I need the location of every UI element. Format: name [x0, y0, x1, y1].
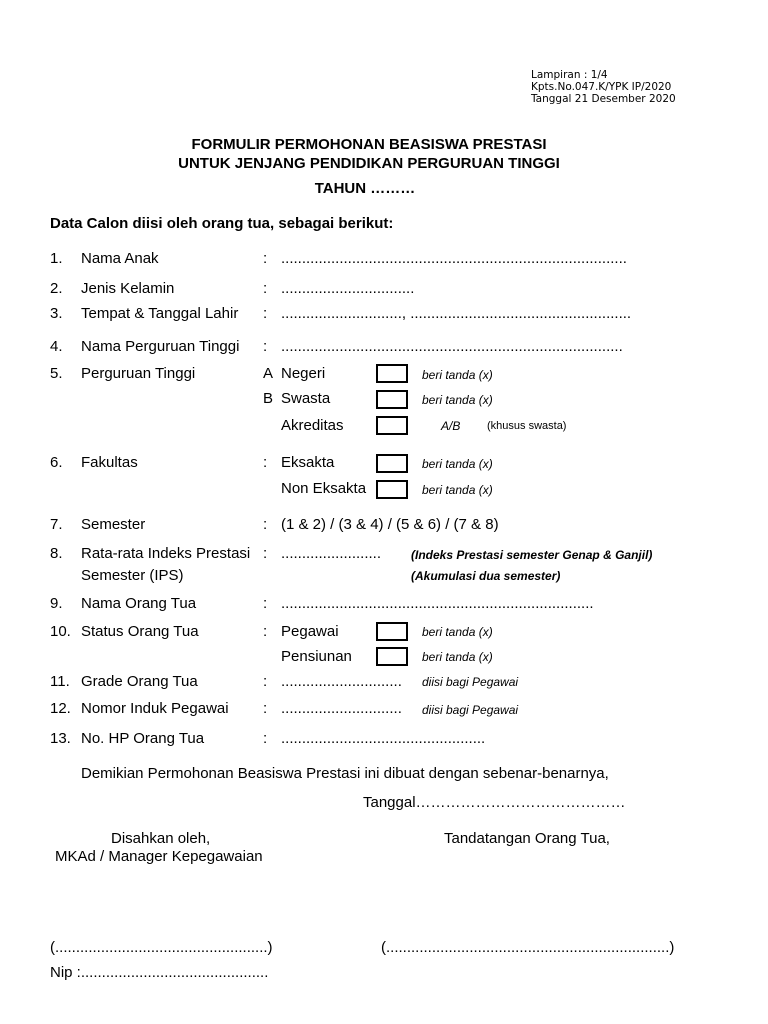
field-label-jenis-kelamin: Jenis Kelamin: [81, 280, 175, 297]
option-eksakta-label: Eksakta: [281, 454, 335, 471]
form-title-year: TAHUN ………: [314, 180, 416, 197]
option-pegawai-label: Pegawai: [281, 623, 339, 640]
note-eksakta: beri tanda (x): [422, 457, 493, 471]
field-label-fakultas: Fakultas: [81, 454, 138, 471]
note-nip: diisi bagi Pegawai: [422, 703, 519, 717]
field-number: 9.: [50, 595, 63, 612]
field-value-semester[interactable]: (1 & 2) / (3 & 4) / (5 & 6) / (7 & 8): [281, 516, 499, 533]
field-colon: :: [263, 545, 268, 562]
field-colon: :: [263, 623, 268, 640]
field-colon: :: [263, 454, 268, 471]
checkbox-eksakta[interactable]: [376, 454, 408, 473]
field-number: 12.: [50, 700, 71, 717]
option-swasta-label: Swasta: [281, 390, 331, 407]
field-number: 8.: [50, 545, 63, 562]
field-number: 6.: [50, 454, 63, 471]
field-number: 3.: [50, 305, 63, 322]
checkbox-swasta[interactable]: [376, 390, 408, 409]
field-colon: :: [263, 516, 268, 533]
field-number: 4.: [50, 338, 63, 355]
field-value-nama-orang-tua[interactable]: ...........................................................................: [281, 595, 594, 612]
signature-left-role: MKAd / Manager Kepegawaian: [55, 848, 263, 865]
field-value-nomor-induk-pegawai[interactable]: .............................: [281, 700, 402, 717]
field-label-semester: Semester: [81, 516, 146, 533]
field-value-nama-anak[interactable]: ...................................................................................: [281, 250, 627, 267]
checkbox-negeri[interactable]: [376, 364, 408, 383]
field-colon: :: [263, 673, 268, 690]
field-label-no-hp: No. HP Orang Tua: [81, 730, 205, 747]
note-swasta: beri tanda (x): [422, 393, 493, 407]
field-value-tempat-tanggal-lahir[interactable]: ............................., .....................................................: [281, 305, 632, 322]
signature-right-title: Tandatangan Orang Tua,: [444, 830, 610, 847]
nip-line[interactable]: Nip :.............................................: [50, 964, 269, 981]
field-label-ips-line1: Rata-rata Indeks Prestasi: [81, 545, 251, 562]
form-title-line2: UNTUK JENJANG PENDIDIKAN PERGURUAN TINGGI: [178, 155, 560, 172]
signature-right-blank[interactable]: (....................................................................): [381, 939, 675, 956]
note-negeri: beri tanda (x): [422, 368, 493, 382]
field-number: 1.: [50, 250, 63, 267]
field-value-jenis-kelamin[interactable]: ................................: [281, 280, 415, 297]
field-number: 13.: [50, 730, 71, 747]
field-value-no-hp[interactable]: .................................................: [281, 730, 486, 747]
option-akreditas-label: Akreditas: [281, 417, 344, 434]
field-colon: :: [263, 700, 268, 717]
field-label-nomor-induk-pegawai: Nomor Induk Pegawai: [81, 700, 229, 717]
note-pegawai: beri tanda (x): [422, 625, 493, 639]
field-number: 2.: [50, 280, 63, 297]
field-number: 7.: [50, 516, 63, 533]
option-letter-b: B: [263, 390, 274, 407]
field-value-ips[interactable]: ........................: [281, 545, 382, 562]
field-number: 11.: [50, 673, 70, 690]
option-letter-a: A: [263, 365, 274, 382]
note-non-eksakta: beri tanda (x): [422, 483, 493, 497]
note-pensiunan: beri tanda (x): [422, 650, 493, 664]
note-akreditas: (khusus swasta): [487, 420, 567, 432]
field-colon: :: [263, 730, 268, 747]
field-label-ips-line2: Semester (IPS): [81, 567, 184, 584]
closing-statement: Demikian Permohonan Beasiswa Prestasi ini dibuat dengan sebenar-benarnya,: [81, 765, 609, 782]
field-colon: :: [263, 280, 268, 297]
field-label-status-orang-tua: Status Orang Tua: [81, 623, 199, 640]
form-title-line1: FORMULIR PERMOHONAN BEASISWA PRESTASI: [191, 136, 547, 153]
field-number: 10.: [50, 623, 71, 640]
akreditas-ab: A/B: [441, 419, 461, 433]
field-number: 5.: [50, 365, 63, 382]
field-label-grade-orang-tua: Grade Orang Tua: [81, 673, 198, 690]
note-ips-line1: (Indeks Prestasi semester Genap & Ganjil): [411, 548, 653, 562]
signature-left-blank[interactable]: (...................................................): [50, 939, 273, 956]
ref-tanggal: Tanggal 21 Desember 2020: [531, 93, 676, 105]
field-label-nama-anak: Nama Anak: [81, 250, 159, 267]
field-colon: :: [263, 305, 268, 322]
option-non-eksakta-label: Non Eksakta: [281, 480, 367, 497]
field-colon: :: [263, 338, 268, 355]
checkbox-non-eksakta[interactable]: [376, 480, 408, 499]
intro-text: Data Calon diisi oleh orang tua, sebagai berikut:: [50, 215, 394, 232]
field-label-tempat-tanggal-lahir: Tempat & Tanggal Lahir: [81, 305, 239, 322]
option-pensiunan-label: Pensiunan: [281, 648, 352, 665]
ref-kpts: Kpts.No.047.K/YPK IP/2020: [531, 81, 672, 93]
field-colon: :: [263, 250, 268, 267]
checkbox-akreditas[interactable]: [376, 416, 408, 435]
field-label-perguruan-tinggi: Perguruan Tinggi: [81, 365, 196, 382]
note-grade: diisi bagi Pegawai: [422, 675, 519, 689]
checkbox-pensiunan[interactable]: [376, 647, 408, 666]
field-value-grade-orang-tua[interactable]: .............................: [281, 673, 402, 690]
ref-lampiran: Lampiran : 1/4: [531, 69, 608, 81]
field-label-nama-orang-tua: Nama Orang Tua: [81, 595, 197, 612]
field-value-nama-perguruan-tinggi[interactable]: ..................................................................................: [281, 338, 623, 355]
date-line[interactable]: Tanggal……………………………………: [363, 794, 626, 811]
option-negeri-label: Negeri: [281, 365, 326, 382]
field-label-nama-perguruan-tinggi: Nama Perguruan Tinggi: [81, 338, 240, 355]
signature-left-title: Disahkan oleh,: [111, 830, 211, 847]
note-ips-line2: (Akumulasi dua semester): [411, 569, 561, 583]
field-colon: :: [263, 595, 268, 612]
checkbox-pegawai[interactable]: [376, 622, 408, 641]
